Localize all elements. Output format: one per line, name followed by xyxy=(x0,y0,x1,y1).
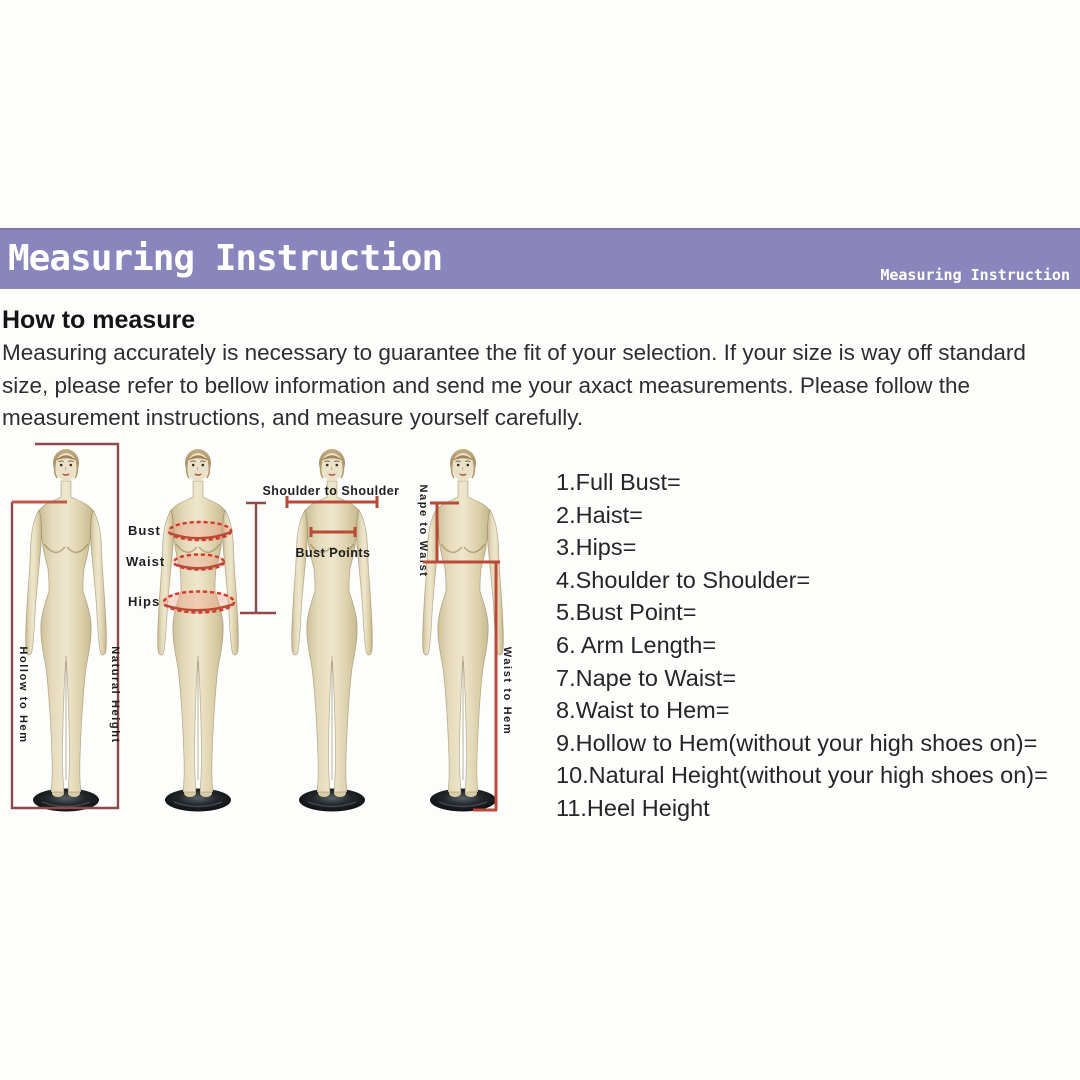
bust-points-label: Bust Points xyxy=(295,546,371,560)
list-item: 9.Hollow to Hem(without your high shoes on)= xyxy=(556,729,1038,756)
waist-to-hem-label: Waist to Hem xyxy=(501,646,513,736)
list-item: 11.Heel Height xyxy=(556,794,710,821)
header-watermark: Measuring Instruction xyxy=(880,266,1070,284)
torso-length-line xyxy=(240,503,276,613)
bust-label: Bust xyxy=(128,523,161,538)
how-to-measure-heading: How to measure xyxy=(2,306,196,334)
mannequin-figure-2 xyxy=(158,449,239,812)
shoulder-to-shoulder-label: Shoulder to Shoulder xyxy=(262,484,400,498)
header-bar xyxy=(0,228,1080,289)
list-item: 1.Full Bust= xyxy=(556,469,681,495)
list-item: 2.Haist= xyxy=(556,501,643,528)
hollow-to-hem-label: Hollow to Hem xyxy=(17,646,29,744)
nape-to-waist-label: Nape to Waist xyxy=(417,484,429,578)
hips-label: Hips xyxy=(128,594,161,609)
page-title: Measuring Instruction xyxy=(8,237,443,279)
measurement-list xyxy=(556,466,1076,825)
list-item: 3.Hips= xyxy=(556,534,637,561)
waist-label: Waist xyxy=(126,554,166,569)
list-item: 7.Nape to Waist= xyxy=(556,664,737,691)
natural-height-label: Natural Height xyxy=(109,646,121,744)
list-item: 8.Waist to Hem= xyxy=(556,697,730,724)
intro-paragraph: Measuring accurately is necessary to guarantee the fit of your selection. If your size is way off standard size, please refer to bellow information and send me your axact measurements. Please follow the measurement instructions, and measure yourself carefully. xyxy=(2,340,1026,430)
list-item: 10.Natural Height(without your high shoes on)= xyxy=(556,762,1048,789)
measurement-diagram xyxy=(0,430,540,830)
list-item: 6. Arm Length= xyxy=(556,631,717,658)
list-item: 5.Bust Point= xyxy=(556,599,697,626)
list-item: 4.Shoulder to Shoulder= xyxy=(556,566,811,593)
